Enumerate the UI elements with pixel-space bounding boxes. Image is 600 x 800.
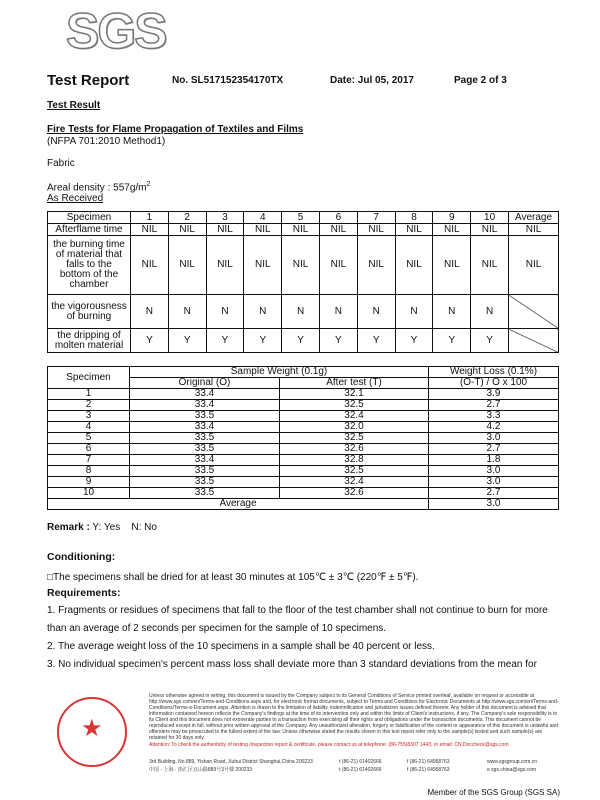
table-row xyxy=(48,422,559,433)
telephone: t (86-21) 61402666 xyxy=(339,767,382,773)
cell: 32.1 xyxy=(280,389,429,400)
cell: 9 xyxy=(48,477,130,488)
cell: 32.5 xyxy=(280,400,429,411)
cell: 32.0 xyxy=(280,422,429,433)
cell: 10 xyxy=(48,488,130,499)
page-number: Page 2 of 3 xyxy=(454,75,507,86)
t1-header-cell: 5 xyxy=(282,212,320,224)
standard-reference: (NFPA 701:2010 Method1) xyxy=(47,136,166,147)
cell: 33.5 xyxy=(130,433,280,444)
cell: 6 xyxy=(48,444,130,455)
conditioning-text: □The specimens shall be dried for at least 30 minutes at 105℃ ± 3℃ (220℉ ± 5℉). xyxy=(47,572,419,583)
cell: Y xyxy=(433,329,471,353)
table-row xyxy=(48,389,559,400)
cell: NIL xyxy=(206,236,244,295)
star-icon: ★ xyxy=(81,715,103,742)
t1-header-cell: 7 xyxy=(357,212,395,224)
row-label: Afterflame time xyxy=(48,224,131,236)
cell: 4.2 xyxy=(429,422,559,433)
table-row xyxy=(48,477,559,488)
t1-header-cell: Average xyxy=(509,212,559,224)
areal-density-sup: 2 xyxy=(146,181,151,188)
cell: 33.5 xyxy=(130,411,280,422)
cell: Y xyxy=(357,329,395,353)
cell: N xyxy=(168,295,206,329)
address-en: 3rd Building, No.889, Yishan Road, Xuhui District Shanghai,China 200233 xyxy=(149,759,313,765)
requirement-line: 1. Fragments or residues of specimens that fall to the floor of the test chamber shall not continue to burn for more xyxy=(47,605,548,616)
cell: 2.7 xyxy=(429,488,559,499)
areal-density-text: Areal density : 557g/m xyxy=(47,182,147,194)
t1-header-cell: 10 xyxy=(471,212,509,224)
weight-loss-table xyxy=(47,366,559,510)
cell: 3.0 xyxy=(429,477,559,488)
cell: 33.4 xyxy=(130,389,280,400)
cell: 32.5 xyxy=(280,433,429,444)
cell: 33.5 xyxy=(130,477,280,488)
conditioning-title: Conditioning: xyxy=(47,551,116,563)
table-row xyxy=(48,329,559,353)
cell: NIL xyxy=(319,236,357,295)
t2-sample-weight-header: Sample Weight (0.1g) xyxy=(130,367,429,378)
table-row xyxy=(48,224,559,236)
attention-note: Attention: To check the authenticity of testing /inspection report & certificate, please contact us at telephone: (86-755)8307 1443, or email: CN.Doccheck@sgs.com xyxy=(149,742,509,748)
cell: Y xyxy=(282,329,320,353)
cell: N xyxy=(395,295,433,329)
cell: 8 xyxy=(48,466,130,477)
average-label: Average xyxy=(48,499,429,510)
average-row xyxy=(48,499,559,510)
t1-header-cell: 2 xyxy=(168,212,206,224)
cell: N xyxy=(206,295,244,329)
cell: N xyxy=(282,295,320,329)
cell: NIL xyxy=(168,224,206,236)
cell: 33.4 xyxy=(130,455,280,466)
row-label: the burning time of material that falls to the bottom of the chamber xyxy=(48,236,131,295)
cell: NIL xyxy=(131,236,169,295)
cell: NIL xyxy=(357,224,395,236)
t2-formula-header: (O-T) / O x 100 xyxy=(429,378,559,389)
cell: NIL xyxy=(244,236,282,295)
sgs-logo-text: SGS xyxy=(66,3,166,59)
empty-diagonal-cell xyxy=(509,329,559,353)
cell: 33.4 xyxy=(130,422,280,433)
cell: Y xyxy=(168,329,206,353)
cell: 4 xyxy=(48,422,130,433)
t2-specimen-header: Specimen xyxy=(48,367,130,389)
cell: NIL xyxy=(471,236,509,295)
sample-description: Fabric xyxy=(47,158,75,169)
cell: 32.5 xyxy=(280,466,429,477)
as-received: As Received xyxy=(47,193,104,204)
table-row xyxy=(48,400,559,411)
cell: Y xyxy=(395,329,433,353)
cell: 32.4 xyxy=(280,411,429,422)
cell: NIL xyxy=(244,224,282,236)
cell: NIL xyxy=(395,224,433,236)
cell: NIL xyxy=(282,224,320,236)
cell: 3.0 xyxy=(429,466,559,477)
t1-header-cell: 9 xyxy=(433,212,471,224)
table-row xyxy=(48,433,559,444)
table-row xyxy=(48,444,559,455)
cell: Y xyxy=(319,329,357,353)
t1-header-cell: Specimen xyxy=(48,212,131,224)
cell: 3 xyxy=(48,411,130,422)
remark-label: Remark : xyxy=(47,522,90,533)
average-value: 3.0 xyxy=(429,499,559,510)
cell: Y xyxy=(206,329,244,353)
report-title: Test Report xyxy=(47,72,130,89)
cell: Y xyxy=(244,329,282,353)
cell: 33.4 xyxy=(130,400,280,411)
report-header xyxy=(47,72,560,92)
cell: 32.6 xyxy=(280,444,429,455)
cell: NIL xyxy=(168,236,206,295)
address-cn: 中国 · 上海 · 徐汇区宜山路889号3号楼 200233 xyxy=(149,767,253,773)
cell: N xyxy=(131,295,169,329)
cell: 2.7 xyxy=(429,400,559,411)
cell: NIL xyxy=(433,224,471,236)
cell: 3.0 xyxy=(429,433,559,444)
cell: 32.8 xyxy=(280,455,429,466)
cell: N xyxy=(244,295,282,329)
cell: NIL xyxy=(319,224,357,236)
cell: 32.4 xyxy=(280,477,429,488)
test-result-heading: Test Result xyxy=(47,100,101,111)
cell: 32.6 xyxy=(280,488,429,499)
row-label: the dripping of molten material xyxy=(48,329,131,353)
cell: 33.5 xyxy=(130,466,280,477)
t1-header-cell: 8 xyxy=(395,212,433,224)
cell: 5 xyxy=(48,433,130,444)
report-number: No. SL517152354170TX xyxy=(172,75,284,86)
flame-test-table xyxy=(47,211,559,353)
remark xyxy=(47,522,157,533)
t1-header-cell: 1 xyxy=(131,212,169,224)
cell: 3.3 xyxy=(429,411,559,422)
website-link[interactable]: www.sgsgroup.com.cn xyxy=(487,759,538,765)
cell: NIL xyxy=(131,224,169,236)
email-link[interactable]: e sgs.china@sgs.com xyxy=(487,767,536,773)
cell: NIL xyxy=(395,236,433,295)
table-row xyxy=(48,466,559,477)
cell: NIL xyxy=(433,236,471,295)
t2-after-test-header: After test (T) xyxy=(280,378,429,389)
cell: NIL xyxy=(282,236,320,295)
section-title: Fire Tests for Flame Propagation of Textiles and Films xyxy=(47,124,304,135)
report-date: Date: Jul 05, 2017 xyxy=(330,75,414,86)
t1-header-cell: 3 xyxy=(206,212,244,224)
table-row xyxy=(48,411,559,422)
cell: 33.5 xyxy=(130,488,280,499)
table-row xyxy=(48,488,559,499)
cell: 2 xyxy=(48,400,130,411)
remark-text: Y: Yes N: No xyxy=(92,522,157,533)
company-seal xyxy=(57,697,127,767)
cell: NIL xyxy=(471,224,509,236)
cell: NIL xyxy=(509,224,559,236)
row-label: the vigorousness of burning xyxy=(48,295,131,329)
table-row xyxy=(48,455,559,466)
t2-weight-loss-header: Weight Loss (0.1%) xyxy=(429,367,559,378)
t2-original-header: Original (O) xyxy=(130,378,280,389)
member-note: Member of the SGS Group (SGS SA) xyxy=(427,788,560,797)
t1-header-cell: 6 xyxy=(319,212,357,224)
table-row xyxy=(48,295,559,329)
cell: 1 xyxy=(48,389,130,400)
cell: 3.9 xyxy=(429,389,559,400)
cell: N xyxy=(319,295,357,329)
areal-density xyxy=(47,181,150,193)
cell: Y xyxy=(471,329,509,353)
cell: 1.8 xyxy=(429,455,559,466)
cell: NIL xyxy=(206,224,244,236)
table-row xyxy=(48,236,559,295)
requirement-line: 2. The average weight loss of the 10 specimens in a sample shall be 40 percent or less. xyxy=(47,641,435,652)
cell: NIL xyxy=(509,236,559,295)
requirement-line: than an average of 2 seconds per specimen for the sample of 10 specimens. xyxy=(47,623,387,634)
empty-diagonal-cell xyxy=(509,295,559,329)
cell: 2.7 xyxy=(429,444,559,455)
telephone: t (86-21) 61402666 xyxy=(339,759,382,765)
cell: N xyxy=(357,295,395,329)
t1-header-cell: 4 xyxy=(244,212,282,224)
fax: f (86-21) 64958763 xyxy=(407,767,450,773)
cell: Y xyxy=(131,329,169,353)
footer xyxy=(47,693,559,785)
cell: N xyxy=(471,295,509,329)
disclaimer: Unless otherwise agreed in writing, this document is issued by the Company subject to its General Conditions of Service printed overleaf, available on request or accessible at http://www.sgs.com/en/Terms-and-Conditions.aspx and, for electronic format documents, subject to Terms and Conditions for Electronic Documents at http://www.sgs.com/en/Terms-and-Conditions/Terms-e-Document.aspx. Attention is drawn to the limitation of liability, indemnification and jurisdiction issues defined therein. Any holder of this document is advised that information contained hereon reflects the Company's findings at the time of its intervention only and within the limits of Client's instructions, if any. The Company's sole responsibility is to its Client and this document does not exonerate parties to a transaction from exercising all their rights and obligations under the transaction documents. This document cannot be reproduced except in full, without prior written approval of the Company. Any unauthorized alteration, forgery or falsification of the content or appearance of this document is unlawful and offenders may be prosecuted to the fullest extent of the law. Unless otherwise stated the results shown in this test report refer only to the sample(s) tested and such sample(s) are retained for 30 days only. xyxy=(149,693,559,741)
cell: N xyxy=(433,295,471,329)
sgs-logo xyxy=(66,3,166,59)
cell: 33.5 xyxy=(130,444,280,455)
fax: f (86-21) 64958763 xyxy=(407,759,450,765)
cell: 7 xyxy=(48,455,130,466)
requirements-title: Requirements: xyxy=(47,587,121,599)
requirement-line: 3. No individual specimen's percent mass loss shall deviate more than 3 standard deviations from the mean for xyxy=(47,659,537,670)
cell: NIL xyxy=(357,236,395,295)
